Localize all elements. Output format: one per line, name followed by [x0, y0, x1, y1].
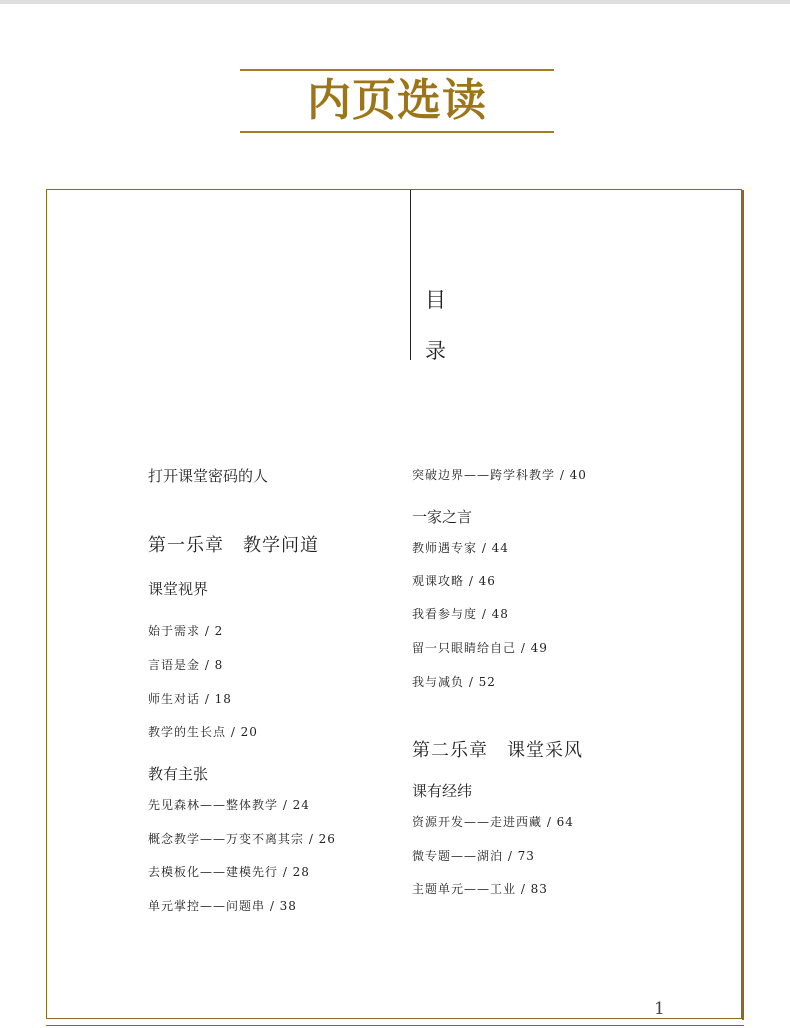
toc-section: 教有主张: [148, 765, 209, 783]
toc-item: 师生对话 / 18: [148, 692, 232, 706]
toc-item: 言语是金 / 8: [148, 658, 224, 672]
page-bottom-rule: [46, 1025, 744, 1026]
toc-chapter: 第一乐章 教学问道: [148, 535, 319, 556]
toc-item: 概念教学——万变不离其宗 / 26: [148, 832, 336, 846]
toc-heading-rule: [410, 190, 411, 360]
page-number: 1: [654, 999, 665, 1019]
toc-item: 去模板化——建模先行 / 28: [148, 865, 310, 879]
toc-item: 资源开发——走进西藏 / 64: [412, 815, 574, 829]
banner-title: 内页选读: [307, 75, 487, 126]
toc-item: 突破边界——跨学科教学 / 40: [412, 468, 587, 482]
toc-section: 课堂视界: [148, 580, 209, 598]
toc-item: 教师遇专家 / 44: [412, 541, 509, 555]
toc-item: 微专题——湖泊 / 73: [412, 849, 535, 863]
toc-item: 我与减负 / 52: [412, 675, 496, 689]
toc-section: 课有经纬: [412, 782, 473, 800]
banner-bottom-rule: [240, 131, 554, 133]
toc-item: 教学的生长点 / 20: [148, 725, 258, 739]
toc-heading-char: 录: [425, 339, 446, 363]
banner-top-rule: [240, 69, 554, 71]
toc-item: 始于需求 / 2: [148, 624, 224, 638]
toc-section: 一家之言: [412, 508, 473, 526]
toc-item: 主题单元——工业 / 83: [412, 882, 548, 896]
toc-chapter: 第二乐章 课堂采风: [412, 740, 583, 761]
top-strip: [0, 0, 790, 4]
page-frame: [46, 189, 742, 1019]
toc-item: 先见森林——整体教学 / 24: [148, 798, 310, 812]
page-frame-shadow: [742, 190, 744, 1020]
toc-item: 我看参与度 / 48: [412, 607, 509, 621]
toc-item: 观课攻略 / 46: [412, 574, 496, 588]
toc-heading-char: 目: [425, 288, 446, 312]
toc-item: 留一只眼睛给自己 / 49: [412, 641, 548, 655]
toc-section: 打开课堂密码的人: [148, 467, 269, 485]
toc-item: 单元掌控——问题串 / 38: [148, 899, 297, 913]
